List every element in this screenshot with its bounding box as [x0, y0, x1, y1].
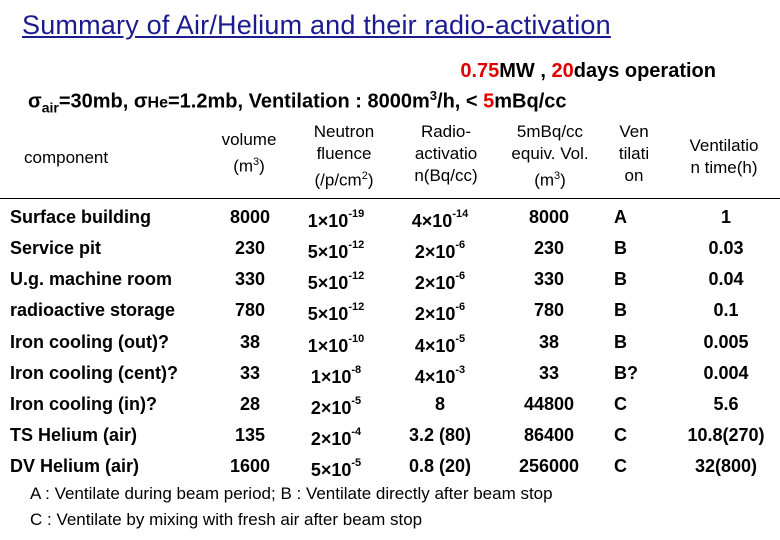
header-vent-line2: tilati	[618, 144, 650, 163]
activation-exponent: -6	[455, 301, 466, 313]
fluence-base: 1×10	[307, 211, 349, 231]
row-ventilation-mode: B	[614, 332, 627, 352]
activation-exponent: -6	[455, 239, 466, 251]
fluence-exponent: -19	[348, 208, 365, 220]
row-activation	[394, 295, 486, 325]
limit-unit: mBq/cc	[494, 90, 567, 113]
header-equiv-line2: equiv. Vol.	[511, 144, 589, 163]
row-ventilation-mode: C	[614, 425, 627, 445]
row-ventilation-time: 32(800)	[694, 456, 758, 476]
table-row	[0, 358, 780, 388]
fluence-exponent: -12	[348, 239, 365, 251]
note-c: C : Ventilate by mixing with fresh air after beam stop	[30, 510, 423, 529]
fluence-base: 5×10	[310, 460, 352, 480]
row-ventilation-mode: C	[614, 394, 627, 414]
activation-exponent: -14	[452, 208, 469, 220]
header-volume	[210, 129, 288, 178]
row-fluence	[296, 327, 376, 357]
he-cross-section-ventilation: =1.2mb, Ventilation : 8000m	[168, 90, 430, 113]
activation-base: 2×10	[414, 242, 456, 262]
row-activation	[394, 327, 486, 357]
row-ventilation-mode: B	[614, 300, 627, 320]
row-equiv-volume: 86400	[523, 425, 575, 445]
row-activation	[394, 202, 486, 232]
row-equiv-volume: 33	[538, 363, 560, 383]
row-component: TS Helium (air)	[10, 425, 138, 445]
row-ventilation-time: 0.04	[708, 269, 744, 289]
row-ventilation-mode: B?	[614, 363, 638, 383]
row-ventilation-time: 0.004	[703, 363, 749, 383]
fluence-base: 1×10	[310, 367, 352, 387]
header-activation-line2: activatio	[414, 144, 478, 163]
row-fluence	[296, 264, 376, 294]
row-fluence	[296, 233, 376, 263]
activation-base: 2×10	[414, 273, 456, 293]
row-fluence	[296, 389, 376, 419]
sigma-symbol: σ	[28, 90, 42, 113]
row-volume: 8000	[229, 207, 271, 227]
activation-exponent: -3	[455, 364, 466, 376]
days-text: days operation	[573, 60, 716, 82]
header-component: component	[24, 148, 109, 167]
fluence-base: 2×10	[310, 429, 352, 449]
row-equiv-volume: 44800	[523, 394, 575, 414]
row-equiv-volume: 330	[533, 269, 565, 289]
row-component: Iron cooling (in)?	[10, 394, 157, 414]
row-activation: 0.8 (20)	[408, 456, 472, 476]
row-ventilation-time: 10.8(270)	[687, 425, 765, 445]
header-time-line1: Ventilatio	[689, 136, 759, 155]
table-row	[0, 389, 780, 419]
fluence-exponent: -12	[348, 270, 365, 282]
days-value: 20	[551, 60, 574, 82]
header-ventilation	[604, 121, 664, 187]
row-volume: 33	[239, 363, 261, 383]
row-activation	[394, 233, 486, 263]
fluence-exponent: -8	[351, 364, 362, 376]
power-value: 0.75	[460, 60, 500, 82]
air-cross-section: =30mb, σ	[58, 90, 148, 113]
header-equiv-line1: 5mBq/cc	[516, 122, 584, 141]
table-row	[0, 451, 780, 481]
row-volume: 330	[234, 269, 266, 289]
activation-base: 4×10	[414, 367, 456, 387]
row-ventilation-time: 0.03	[708, 238, 744, 258]
table-row	[0, 233, 780, 263]
row-equiv-volume: 8000	[528, 207, 570, 227]
row-activation	[394, 358, 486, 388]
row-component: Iron cooling (cent)?	[10, 363, 178, 383]
activation-exponent: -6	[455, 270, 466, 282]
row-component: radioactive storage	[10, 300, 176, 320]
row-volume: 135	[234, 425, 266, 445]
header-vent-line1: Ven	[619, 122, 649, 141]
slide-title: Summary of Air/Helium and their radio-activation	[22, 10, 611, 40]
activation-base: 2×10	[414, 304, 456, 324]
row-equiv-volume: 230	[533, 238, 565, 258]
header-activation-line3: n(Bq/cc)	[414, 166, 478, 185]
table-row	[0, 202, 780, 232]
row-fluence	[296, 295, 376, 325]
row-equiv-volume: 256000	[518, 456, 580, 476]
power-unit: MW ,	[499, 60, 546, 82]
fluence-base: 5×10	[307, 273, 349, 293]
row-component: Iron cooling (out)?	[10, 332, 169, 352]
row-volume: 28	[239, 394, 261, 414]
header-equiv-volume	[496, 121, 604, 192]
row-ventilation-time: 0.1	[713, 300, 739, 320]
header-fluence-unit: $(/p/cm^2)$	[314, 170, 374, 190]
activation-base: 4×10	[414, 336, 456, 356]
fluence-exponent: -4	[351, 426, 362, 438]
row-ventilation-mode: C	[614, 456, 627, 476]
air-subscript: air	[41, 99, 59, 116]
row-activation: 8	[434, 394, 445, 414]
table-row	[0, 264, 780, 294]
row-component: Surface building	[10, 207, 152, 227]
header-fluence	[300, 121, 388, 192]
row-component: U.g. machine room	[10, 269, 173, 289]
row-ventilation-mode: B	[614, 238, 627, 258]
row-component: DV Helium (air)	[10, 456, 140, 476]
row-equiv-volume: 38	[538, 332, 560, 352]
fluence-exponent: -10	[348, 333, 365, 345]
activation-base: 4×10	[411, 211, 453, 231]
header-vent-line3: on	[624, 166, 644, 185]
fluence-exponent: -5	[351, 395, 362, 407]
fluence-base: 2×10	[310, 398, 352, 418]
header-activation-line1: Radio-	[420, 122, 472, 141]
limit-prefix: /h, <	[437, 90, 484, 113]
table-row	[0, 327, 780, 357]
fluence-base: 5×10	[307, 304, 349, 324]
operation-conditions	[460, 60, 716, 83]
row-equiv-volume: 780	[533, 300, 565, 320]
fluence-base: 1×10	[307, 336, 349, 356]
header-fluence-line1: Neutron	[313, 122, 375, 141]
row-volume: 38	[239, 332, 261, 352]
header-time-line2: n time(h)	[690, 158, 758, 177]
fluence-base: 5×10	[307, 242, 349, 262]
row-fluence	[296, 202, 376, 232]
row-fluence	[296, 420, 376, 450]
table-row	[0, 295, 780, 325]
header-ventilation-time	[668, 135, 780, 179]
row-ventilation-mode: B	[614, 269, 627, 289]
row-volume: 1600	[229, 456, 271, 476]
row-ventilation-time: 5.6	[713, 394, 739, 414]
fluence-exponent: -12	[348, 301, 365, 313]
header-equiv-unit: $(m^3)$	[534, 170, 566, 190]
header-divider	[0, 198, 780, 199]
header-volume-unit: $(m^3)$	[233, 156, 265, 176]
fluence-exponent: -5	[351, 457, 362, 469]
row-component: Service pit	[10, 238, 102, 258]
row-activation: 3.2 (80)	[408, 425, 472, 445]
row-fluence	[296, 358, 376, 388]
activation-exponent: -5	[455, 333, 466, 345]
header-activation	[398, 121, 494, 187]
row-volume: 230	[234, 238, 266, 258]
row-fluence	[296, 451, 376, 481]
row-ventilation-mode: A	[614, 207, 627, 227]
cube-superscript: 3	[429, 88, 438, 103]
row-ventilation-time: 0.005	[703, 332, 749, 352]
table-row	[0, 420, 780, 450]
cross-section-ventilation	[28, 88, 567, 116]
header-volume-label: volume	[221, 130, 277, 149]
row-activation	[394, 264, 486, 294]
row-volume: 780	[234, 300, 266, 320]
note-a-b: A : Ventilate during beam period; B : Ventilate directly after beam stop	[30, 484, 553, 503]
limit-value: 5	[483, 90, 495, 113]
row-ventilation-time: 1	[720, 207, 731, 227]
header-fluence-line2: fluence	[316, 144, 372, 163]
he-subscript: He	[147, 94, 168, 112]
